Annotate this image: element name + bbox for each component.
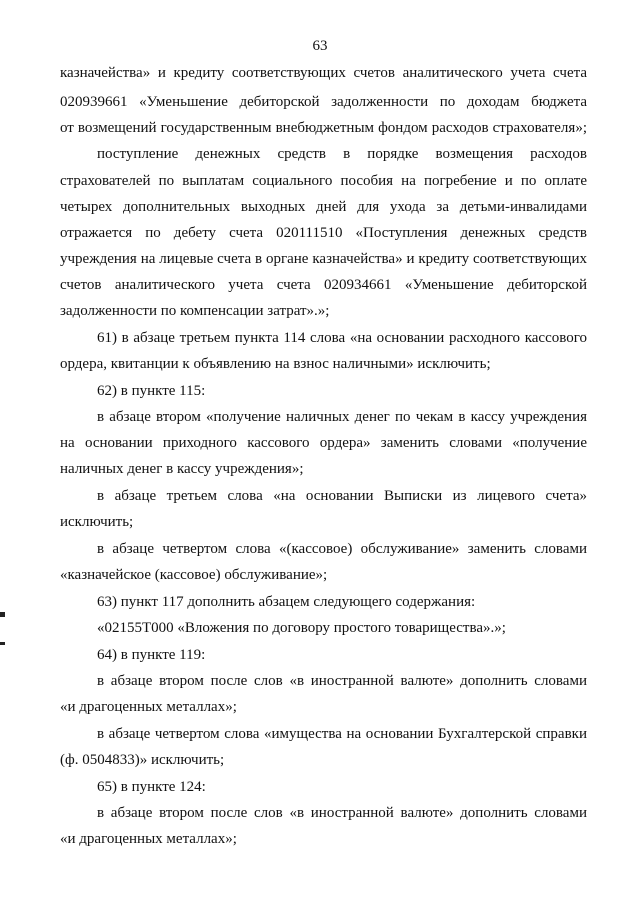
text-line: отражается по дебету счета 020111510 «Поступления денежных средств <box>60 225 587 241</box>
text-line: ордера, квитанции к объявлению на взнос наличными» исключить; <box>60 356 491 372</box>
text-line: страхователей по выплатам социального пособия на погребение и по оплате <box>60 173 587 189</box>
text-line: казначейства» и кредиту соответствующих счетов аналитического учета счета <box>60 65 587 81</box>
text-line: на основании приходного кассового ордера» заменить словами «получение <box>60 435 587 451</box>
scan-edge-mark <box>0 642 5 645</box>
text-line: «казначейское (кассовое) обслуживание»; <box>60 567 328 583</box>
text-line: поступление денежных средств в порядке возмещения расходов <box>97 146 587 162</box>
text-line: 65) в пункте 124: <box>97 779 206 795</box>
text-line: 63) пункт 117 дополнить абзацем следующего содержания: <box>97 594 476 610</box>
text-line: в абзаце втором после слов «в иностранной валюте» дополнить словами <box>97 673 587 689</box>
text-line: в абзаце втором после слов «в иностранной валюте» дополнить словами <box>97 805 587 821</box>
text-line: в абзаце четвертом слова «имущества на основании Бухгалтерской справки <box>97 726 587 742</box>
text-line: в абзаце третьем слова «на основании Выписки из лицевого счета» <box>97 488 587 504</box>
scan-edge-mark <box>0 612 5 617</box>
text-line: 020939661 «Уменьшение дебиторской задолженности по доходам бюджета <box>60 94 587 110</box>
text-line: наличных денег в кассу учреждения»; <box>60 461 304 477</box>
text-line: 61) в абзаце третьем пункта 114 слова «на основании расходного кассового <box>97 330 587 346</box>
text-line: 62) в пункте 115: <box>97 383 206 399</box>
text-line: «и драгоценных металлах»; <box>60 699 237 715</box>
text-line: в абзаце четвертом слова «(кассовое) обслуживание» заменить словами <box>97 541 587 557</box>
text-line: исключить; <box>60 514 134 530</box>
text-line: в абзаце втором «получение наличных денег по чекам в кассу учреждения <box>97 409 587 425</box>
text-line: четырех дополнительных выходных дней для ухода за детьми-инвалидами <box>60 199 587 215</box>
text-line: «и драгоценных металлах»; <box>60 831 237 847</box>
text-line: 64) в пункте 119: <box>97 647 206 663</box>
text-line: (ф. 0504833)» исключить; <box>60 752 225 768</box>
text-line: «02155Т000 «Вложения по договору простого товарищества».»; <box>97 620 506 636</box>
text-line: от возмещений государственным внебюджетным фондом расходов страхователя»; <box>60 120 587 136</box>
page-number: 63 <box>312 38 328 54</box>
text-line: счетов аналитического учета счета 020934661 «Уменьшение дебиторской <box>60 277 587 293</box>
text-line: учреждения на лицевые счета в органе казначейства» и кредиту соответствующих <box>60 251 587 267</box>
text-line: задолженности по компенсации затрат».»; <box>60 303 330 319</box>
